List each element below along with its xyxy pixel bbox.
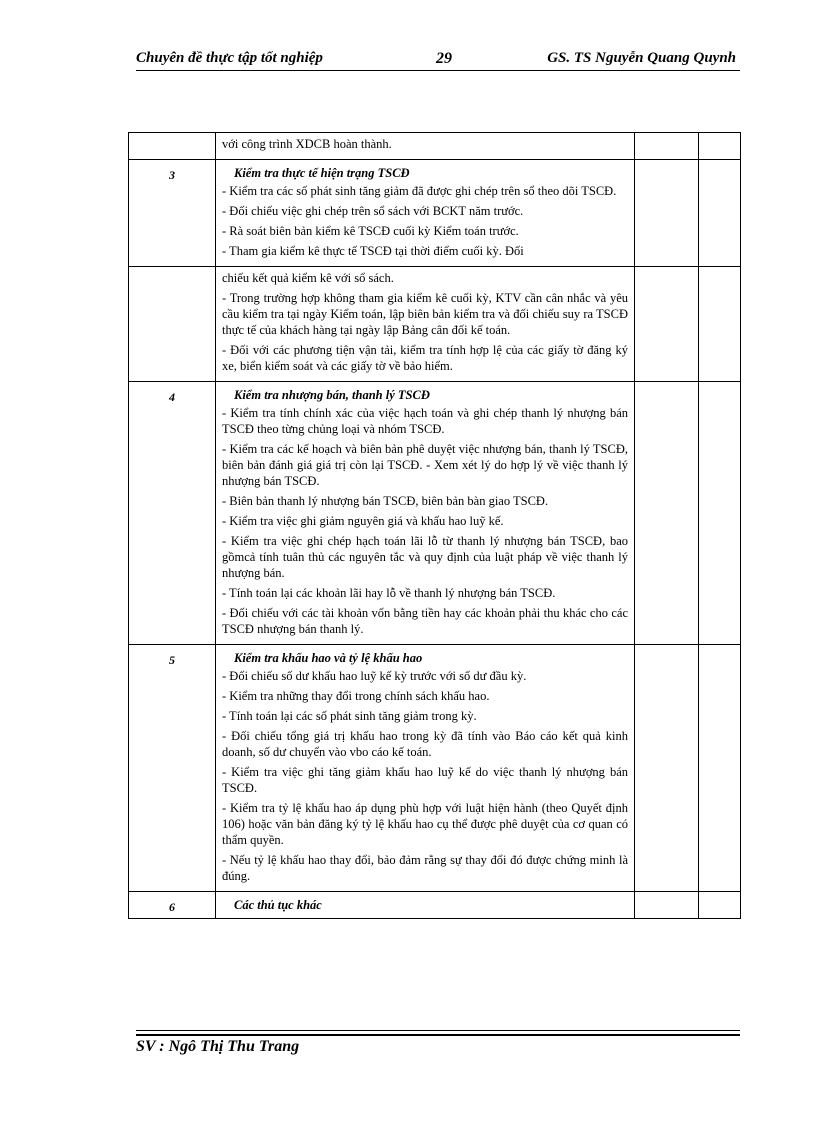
procedure-step: - Kiểm tra tỷ lệ khấu hao áp dụng phù hợp với luật hiện hành (theo Quyết định 106) hoặc văn bản đăng ký tỷ lệ khấu hao cụ thể được phê duyệt của cơ quan có thẩm quyền. bbox=[222, 801, 628, 847]
footer-rule-thick bbox=[136, 1034, 740, 1036]
procedure-step: - Kiểm tra tính chính xác của việc hạch toán và ghi chép thanh lý nhượng bán TSCĐ theo từng chủng loại và nhóm TSCĐ. bbox=[222, 406, 628, 436]
procedure-cell bbox=[216, 645, 635, 892]
row-number: 6 bbox=[129, 892, 216, 919]
audit-procedures-table bbox=[128, 132, 741, 919]
procedure-step: - Đối với các phương tiện vận tải, kiểm tra tính hợp lệ của các giấy tờ đăng ký xe, biển kiểm soát và các giấy tờ về bảo hiểm. bbox=[222, 343, 628, 373]
procedure-step: - Tham gia kiểm kê thực tế TSCĐ tại thời điểm cuối kỳ. Đối bbox=[222, 244, 524, 258]
procedure-step: - Kiểm tra việc ghi tăng giảm khấu hao luỹ kế do việc thanh lý nhượng bán TSCĐ. bbox=[222, 765, 628, 795]
check-column-b bbox=[699, 160, 741, 267]
footer-rule-thin bbox=[136, 1030, 740, 1031]
procedure-step: - Trong trường hợp không tham gia kiểm kê cuối kỳ, KTV cần cân nhắc và yêu cầu kiểm tra tại ngày Kiểm toán, lập biên bản kiểm tra và đối chiếu suy ra TSCĐ thực tế của khách hàng tại ngày lập Bảng cân đối kế toán. bbox=[222, 291, 628, 337]
procedure-step: - Tính toán lại các số phát sinh tăng giảm trong kỳ. bbox=[222, 709, 477, 723]
section-title: Kiểm tra thực tế hiện trạng TSCĐ bbox=[234, 166, 410, 180]
row-number bbox=[129, 267, 216, 382]
procedure-step: với công trình XDCB hoàn thành. bbox=[222, 137, 392, 151]
table-row bbox=[129, 645, 741, 892]
procedure-cell bbox=[216, 267, 635, 382]
procedure-step: - Tính toán lại các khoản lãi hay lỗ về thanh lý nhượng bán TSCĐ. bbox=[222, 586, 556, 600]
row-number bbox=[129, 133, 216, 160]
table-row bbox=[129, 160, 741, 267]
procedure-step: - Kiểm tra việc ghi chép hạch toán lãi lỗ từ thanh lý nhượng bán TSCĐ, bao gồmcả tính tuân thủ các nguyên tắc và quy định của luật pháp về việc thanh lý nhượng bán. bbox=[222, 534, 628, 580]
procedure-step: - Đối chiếu tổng giá trị khấu hao trong kỳ đã tính vào Báo cáo kết quả kinh doanh, số dư chuyển vào vbo cáo kế toán. bbox=[222, 729, 628, 759]
check-column-a bbox=[635, 160, 699, 267]
row-number: 3 bbox=[129, 160, 216, 267]
procedure-cell bbox=[216, 160, 635, 267]
procedure-step: - Nếu tỷ lệ khấu hao thay đổi, bảo đảm rằng sự thay đổi đó được chứng minh là đúng. bbox=[222, 853, 628, 883]
check-column-a bbox=[635, 133, 699, 160]
procedure-step: - Kiểm tra việc ghi giảm nguyên giá và khấu hao luỹ kế. bbox=[222, 514, 504, 528]
procedure-step: - Kiểm tra các số phát sinh tăng giảm đã được ghi chép trên sổ theo dõi TSCĐ. bbox=[222, 184, 617, 198]
row-number: 4 bbox=[129, 382, 216, 645]
procedure-step: - Đối chiếu số dư khấu hao luỹ kế kỳ trước với số dư đầu kỳ. bbox=[222, 669, 527, 683]
check-column-b bbox=[699, 892, 741, 919]
procedure-cell bbox=[216, 892, 635, 919]
table-row bbox=[129, 382, 741, 645]
check-column-b bbox=[699, 382, 741, 645]
procedure-step: - Đối chiếu việc ghi chép trên sổ sách với BCKT năm trước. bbox=[222, 204, 524, 218]
table-body bbox=[129, 133, 741, 919]
table-row bbox=[129, 267, 741, 382]
check-column-b bbox=[699, 645, 741, 892]
row-number: 5 bbox=[129, 645, 216, 892]
procedure-step: - Biên bản thanh lý nhượng bán TSCĐ, biên bản bàn giao TSCĐ. bbox=[222, 494, 549, 508]
check-column-a bbox=[635, 892, 699, 919]
check-column-a bbox=[635, 267, 699, 382]
check-column-b bbox=[699, 133, 741, 160]
page-number: 29 bbox=[436, 50, 452, 67]
procedure-cell bbox=[216, 133, 635, 160]
section-title: Kiểm tra khấu hao và tỷ lệ khấu hao bbox=[234, 651, 423, 665]
table-row bbox=[129, 892, 741, 919]
page-header bbox=[136, 48, 740, 70]
check-column-a bbox=[635, 382, 699, 645]
procedure-step: - Kiểm tra các kế hoạch và biên bản phê duyệt việc nhượng bán, thanh lý TSCĐ, biên bản đánh giá giá trị còn lại TSCĐ. - Xem xét lý do hợp lý về việc thanh lý nhượng bán TSCĐ. bbox=[222, 442, 628, 488]
document-title: Chuyên đề thực tập tốt nghiệp bbox=[136, 50, 323, 66]
procedure-step: - Rà soát biên bản kiểm kê TSCĐ cuối kỳ Kiểm toán trước. bbox=[222, 224, 519, 238]
section-title: Kiểm tra nhượng bán, thanh lý TSCĐ bbox=[234, 388, 430, 402]
procedure-step: - Kiểm tra những thay đổi trong chính sách khấu hao. bbox=[222, 689, 490, 703]
student-name: SV : Ngô Thị Thu Trang bbox=[136, 1038, 300, 1055]
table-row bbox=[129, 133, 741, 160]
procedure-step: - Đối chiếu với các tài khoản vốn bằng tiền hay các khoản phải thu khác cho các TSCĐ nhượng bán thanh lý. bbox=[222, 606, 628, 636]
section-title: Các thủ tục khác bbox=[234, 898, 322, 912]
check-column-b bbox=[699, 267, 741, 382]
supervisor-name: GS. TS Nguyễn Quang Quynh bbox=[547, 50, 736, 66]
check-column-a bbox=[635, 645, 699, 892]
procedure-step: chiếu kết quả kiểm kê với sổ sách. bbox=[222, 271, 394, 285]
header-rule bbox=[136, 70, 740, 71]
procedure-cell bbox=[216, 382, 635, 645]
